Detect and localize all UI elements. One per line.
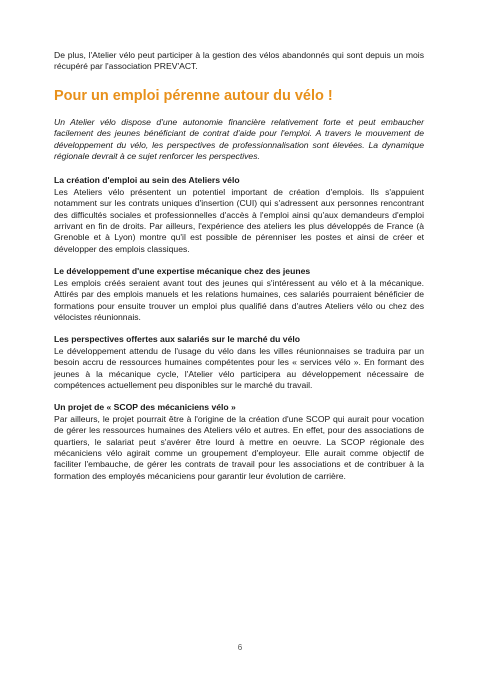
intro-paragraph: De plus, l'Atelier vélo peut participer à la gestion des vélos abandonnés qui sont depuis un mois récupéré par l'association PREV'ACT.: [54, 50, 424, 72]
section-body: Par ailleurs, le projet pourrait être à l'origine de la création d'une SCOP qui aurait pour vocation de gérer les ressources humaines des Ateliers vélo et autres. En effet, pour des associations de quartiers, le salariat peut s'avérer être lourd à mettre en oeuvre. La SCOP régionale des mécaniciens vélo agirait comme un groupement d'employeur. Elle aurait comme objectif de faciliter l'embauche, de gérer les contrats de travail pour les associations et de contribuer à la formation des employés mécaniciens pour garantir leur évolution de carrière.: [54, 413, 424, 481]
section-title: Un projet de « SCOP des mécaniciens vélo »: [54, 402, 236, 413]
section-expertise-mecanique: [54, 266, 424, 323]
section-body: Les Ateliers vélo présentent un potentiel important de création d'emplois. Ils s'appuient notamment sur les contrats uniques d'insertion (CUI) qui s'adressent aux personnes rencontrant des difficultés sociales et professionnelles d'accès à l'emploi ainsi qu'aux demandeurs d'emploi arrivant en fin de droits. Par ailleurs, l'expérience des ateliers les plus développés de France (à Grenoble et à Lyon) montre qu'il est possible de pérenniser les postes et ainsi de créer et développer des emplois classiques.: [54, 186, 424, 254]
page-number: 6: [237, 643, 243, 652]
main-heading: Pour un emploi pérenne autour du vélo !: [54, 87, 333, 104]
section-projet-scop: [54, 402, 424, 482]
section-body: Le développement attendu de l'usage du vélo dans les villes réunionnaises se traduira par un besoin accru de ressources humaines compétentes pour les « services vélo ». En formant des jeunes à la mécanique cycle, l'Atelier vélo participera au développement nécessaire de compétences actuellement peu disponibles sur le marché du travail.: [54, 345, 424, 390]
section-title: Les perspectives offertes aux salariés sur le marché du vélo: [54, 334, 300, 345]
section-body: Les emplois créés seraient avant tout des jeunes qui s'intéressent au vélo et à la mécanique. Attirés par des emplois manuels et les relations humaines, ces salariés pourraient bénéficier de formations pour ensuite trouver un emploi plus qualifié dans d'autres Ateliers vélo ou chez des vélocistes réunionnais.: [54, 277, 424, 322]
lead-paragraph: Un Atelier vélo dispose d'une autonomie financière relativement forte et peut embaucher facilement des jeunes bénéficiant de contrat d'aide pour l'emploi. A travers le mouvement de développement du vélo, les perspectives de professionnalisation sont élevées. La dynamique régionale devrait à ce sujet renforcer les perspectives.: [54, 116, 424, 162]
section-title: La création d'emploi au sein des Ateliers vélo: [54, 175, 240, 186]
section-title: Le développement d'une expertise mécanique chez des jeunes: [54, 266, 311, 277]
section-emploi-creation: [54, 175, 424, 255]
page-content: [54, 50, 424, 493]
section-perspectives-marche: [54, 334, 424, 391]
